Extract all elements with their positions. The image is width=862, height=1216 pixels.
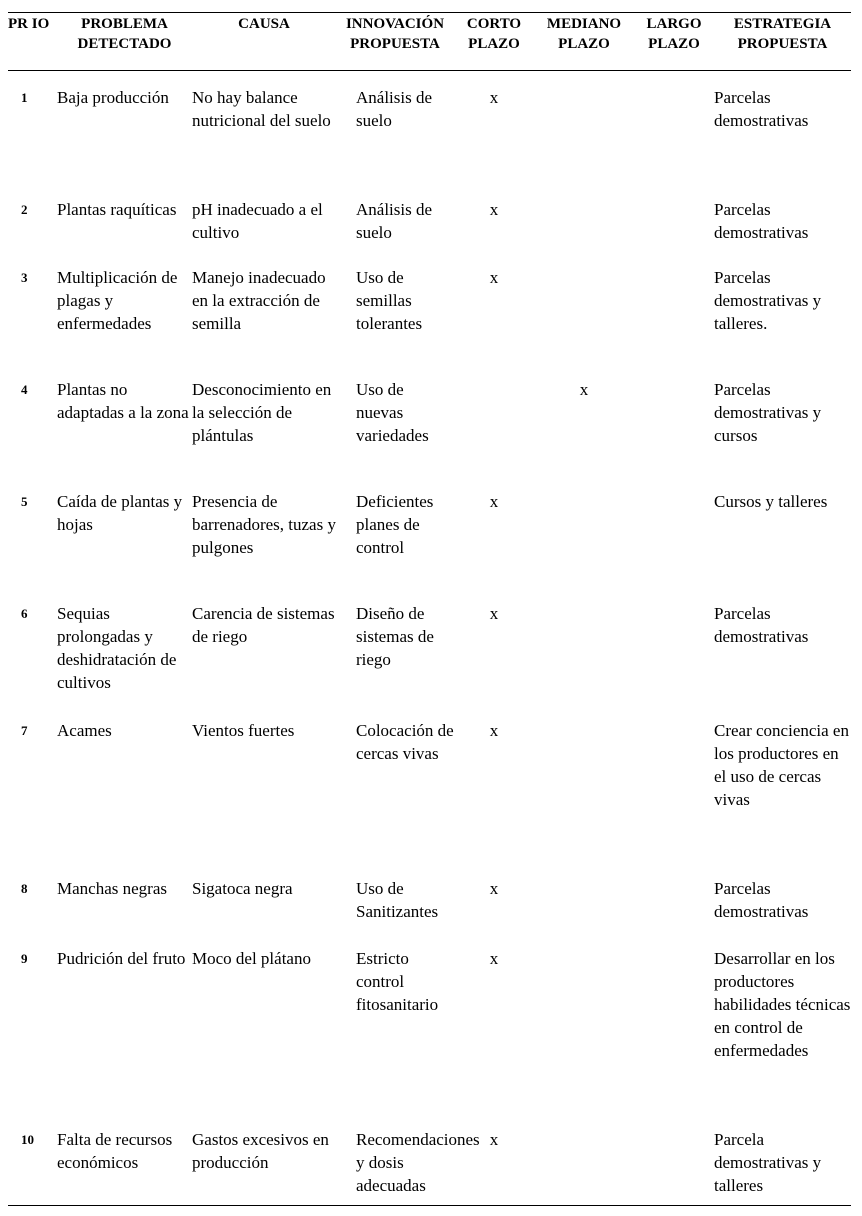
row-innovacion: Diseño de sistemas de riego (356, 604, 434, 669)
row-innovacion: Análisis de suelo (356, 88, 433, 130)
row-priority: 4 (21, 382, 28, 397)
row-problema: Falta de recursos económicos (57, 1125, 192, 1205)
row-causa: Presencia de barrenadores, tuzas y pulgones (192, 492, 336, 557)
row-problema: Plantas no adaptadas a la zona (57, 380, 189, 422)
row-corto-plazo: x (489, 200, 499, 219)
row-estrategia: Crear conciencia en los productores en el uso de cercas vivas (714, 721, 849, 809)
row-priority: 10 (8, 1125, 57, 1205)
row-largo-plazo (634, 874, 714, 944)
header-estrategia: ESTRATEGIA PROPUESTA (714, 13, 851, 71)
row-estrategia: Parcelas demostrativas y cursos (714, 380, 822, 445)
table-row (8, 874, 851, 944)
row-mediano-plazo (534, 263, 634, 375)
row-problema: Sequias prolongadas y deshidratación de cultivos (57, 604, 177, 692)
row-problema: Acames (57, 721, 112, 740)
row-innovacion: Análisis de suelo (356, 200, 433, 242)
row-largo-plazo (634, 487, 714, 599)
row-largo-plazo (634, 1125, 714, 1205)
table-row (8, 375, 851, 487)
row-causa: Vientos fuertes (192, 721, 295, 740)
row-corto-plazo: x (454, 1125, 534, 1205)
row-mediano-plazo (534, 1125, 634, 1205)
row-corto-plazo: x (489, 721, 499, 740)
row-priority: 3 (21, 270, 28, 285)
row-corto-plazo: x (489, 268, 499, 287)
row-problema: Manchas negras (57, 879, 167, 898)
row-mediano-plazo (534, 83, 634, 195)
row-largo-plazo (634, 83, 714, 195)
row-innovacion: Estricto control fitosanitario (356, 949, 439, 1014)
row-largo-plazo (634, 195, 714, 263)
row-innovacion: Recomendaciones y dosis adecuadas (336, 1125, 454, 1205)
row-mediano-plazo: x (579, 380, 589, 399)
row-corto-plazo: x (489, 879, 499, 898)
table-body (8, 71, 851, 1206)
row-innovacion: Colocación de cercas vivas (356, 721, 454, 763)
row-corto-plazo: x (489, 949, 499, 968)
row-problema: Multiplicación de plagas y enfermedades (57, 268, 178, 333)
row-causa: Sigatoca negra (192, 879, 293, 898)
header-causa: CAUSA (192, 13, 336, 71)
table-row (8, 1125, 851, 1205)
row-estrategia: Cursos y talleres (714, 492, 828, 511)
row-causa: Manejo inadecuado en la extracción de semilla (192, 268, 326, 333)
row-mediano-plazo (534, 944, 634, 1125)
row-estrategia: Parcelas demostrativas (714, 604, 809, 646)
row-estrategia: Parcela demostrativas y talleres (714, 1125, 851, 1205)
row-innovacion: Deficientes planes de control (356, 492, 434, 557)
row-estrategia: Parcelas demostrativas (714, 879, 809, 921)
row-priority: 1 (21, 90, 28, 105)
row-causa: Carencia de sistemas de riego (192, 604, 335, 646)
row-causa: No hay balance nutricional del suelo (192, 88, 331, 130)
row-corto-plazo (454, 375, 534, 487)
row-mediano-plazo (534, 599, 634, 716)
row-causa: pH inadecuado a el cultivo (192, 200, 323, 242)
row-corto-plazo: x (489, 492, 499, 511)
header-spacer (8, 71, 851, 84)
table-row (8, 263, 851, 375)
table-header (8, 13, 851, 71)
row-innovacion: Uso de Sanitizantes (356, 879, 439, 921)
row-problema: Pudrición del fruto (57, 949, 186, 968)
table-row (8, 487, 851, 599)
row-problema: Baja producción (57, 88, 169, 107)
row-largo-plazo (634, 599, 714, 716)
header-mediano-plazo: MEDIANO PLAZO (534, 13, 634, 71)
table-row (8, 944, 851, 1125)
row-priority: 9 (21, 951, 28, 966)
row-corto-plazo: x (489, 88, 499, 107)
row-estrategia: Parcelas demostrativas (714, 88, 809, 130)
row-mediano-plazo (534, 487, 634, 599)
row-corto-plazo: x (489, 604, 499, 623)
header-prio: PR IO (8, 13, 57, 71)
row-mediano-plazo (534, 874, 634, 944)
row-priority: 5 (21, 494, 28, 509)
table-row (8, 599, 851, 716)
row-estrategia: Desarrollar en los productores habilidades técnicas en control de enfermedades (714, 949, 851, 1060)
row-priority: 2 (21, 202, 28, 217)
row-mediano-plazo (534, 716, 634, 874)
row-innovacion: Uso de semillas tolerantes (356, 268, 423, 333)
table-row (8, 195, 851, 263)
row-estrategia: Parcelas demostrativas (714, 200, 809, 242)
row-largo-plazo (634, 263, 714, 375)
header-problema: PROBLEMA DETECTADO (57, 13, 192, 71)
row-largo-plazo (634, 716, 714, 874)
row-largo-plazo (634, 944, 714, 1125)
table-row (8, 716, 851, 874)
row-estrategia: Parcelas demostrativas y talleres. (714, 268, 822, 333)
row-priority: 8 (21, 881, 28, 896)
strategy-table (8, 12, 851, 1206)
row-causa: Gastos excesivos en producción (192, 1125, 336, 1205)
row-causa: Moco del plátano (192, 949, 311, 968)
row-causa: Desconocimiento en la selección de plántulas (192, 380, 332, 445)
row-priority: 6 (21, 606, 28, 621)
table-row (8, 83, 851, 195)
row-problema: Caída de plantas y hojas (57, 492, 183, 534)
row-mediano-plazo (534, 195, 634, 263)
row-problema: Plantas raquíticas (57, 200, 177, 219)
header-corto-plazo: CORTO PLAZO (454, 13, 534, 71)
row-innovacion: Uso de nuevas variedades (356, 380, 429, 445)
row-largo-plazo (634, 375, 714, 487)
header-innovacion: INNOVACIÓN PROPUESTA (336, 13, 454, 71)
row-priority: 7 (21, 723, 28, 738)
header-largo-plazo: LARGO PLAZO (634, 13, 714, 71)
